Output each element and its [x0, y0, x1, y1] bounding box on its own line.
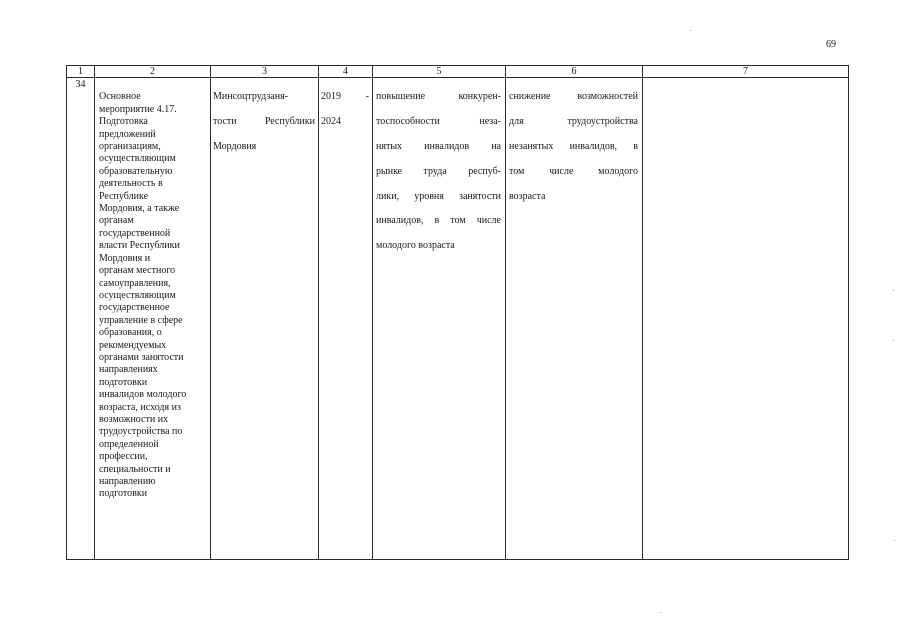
column-number-1: 1: [67, 66, 95, 78]
consequence-line: незанятых инвалидов, в: [509, 141, 638, 153]
row-number: 34: [67, 78, 95, 560]
measure-name-line: Подготовка: [99, 116, 148, 128]
scan-speck: [690, 30, 691, 31]
page-number: 69: [826, 39, 836, 50]
measure-name-line: инвалидов молодого: [99, 389, 187, 401]
consequence-line: для трудоустройства: [509, 116, 638, 128]
period-line: 2019 -: [321, 91, 369, 103]
measure-name-line: подготовки: [99, 488, 148, 500]
measure-name-line: деятельность в: [99, 178, 163, 190]
scan-speck: [894, 540, 895, 541]
column-number-5: 5: [373, 66, 506, 78]
program-table: [66, 65, 849, 560]
measure-name-line: направлениях: [99, 364, 158, 376]
measure-name-line: возможности их: [99, 413, 169, 425]
measure-name-line: самоуправления,: [99, 277, 171, 289]
consequence-line: том числе молодого: [509, 165, 638, 177]
period-cell: [319, 78, 373, 560]
column-number-3: 3: [211, 66, 319, 78]
result-line: повышение конкурен-: [376, 91, 501, 103]
period-line: 2024: [321, 116, 341, 128]
measure-name-line: Мордовия, а также: [99, 203, 180, 215]
measure-name-line: органам: [99, 215, 134, 227]
expected-result-cell: [373, 78, 506, 560]
column-number-row: [67, 66, 849, 78]
scan-speck: [893, 290, 894, 291]
measure-name-line: осуществляющим: [99, 153, 176, 165]
executor-line: тости Республики: [213, 116, 315, 128]
measure-name-line: организациям,: [99, 141, 161, 153]
measure-name-line: образовательную: [99, 165, 173, 177]
executor-line: Минсоцтрудзаня-: [213, 91, 288, 103]
measure-name-line: образования, о: [99, 327, 162, 339]
column-number-7: 7: [643, 66, 849, 78]
result-line: лики, уровня занятости: [376, 190, 501, 202]
measure-name-cell: [95, 78, 211, 560]
measure-name-line: трудоустройства по: [99, 426, 183, 438]
executor-cell: [211, 78, 319, 560]
column-number-4: 4: [319, 66, 373, 78]
measure-name-line: определенной: [99, 438, 159, 450]
consequence-line: снижение возможностей: [509, 91, 638, 103]
measure-name-line: власти Республики: [99, 240, 180, 252]
column-7-cell: [643, 78, 849, 560]
consequence-cell: [506, 78, 643, 560]
measure-name-line: осуществляющим: [99, 289, 176, 301]
consequence-line: возраста: [509, 190, 546, 202]
measure-name-line: государственное: [99, 302, 170, 314]
column-number-6: 6: [506, 66, 643, 78]
executor-line: Мордовия: [213, 141, 257, 153]
measure-name-line: Мордовия и: [99, 252, 151, 264]
measure-name-line: мероприятие 4.17.: [99, 103, 177, 115]
result-line: инвалидов, в том числе: [376, 215, 501, 227]
measure-name-line: органам местного: [99, 265, 176, 277]
measure-name-line: рекомендуемых: [99, 339, 167, 351]
measure-name-line: органами занятости: [99, 351, 184, 363]
measure-name-line: направлению: [99, 476, 156, 487]
result-line: нятых инвалидов на: [376, 141, 501, 153]
measure-name-text: [99, 91, 207, 500]
scan-speck: [660, 612, 661, 613]
table-row: [67, 78, 849, 560]
measure-name-line: Основное: [99, 91, 141, 103]
column-number-2: 2: [95, 66, 211, 78]
result-line: молодого возраста: [376, 240, 455, 252]
measure-name-line: государственной: [99, 227, 171, 239]
measure-name-line: Республике: [99, 190, 149, 202]
result-line: рынке труда респуб-: [376, 165, 501, 177]
result-line: тоспособности неза-: [376, 116, 501, 128]
measure-name-line: подготовки: [99, 376, 148, 388]
measure-name-line: предложений: [99, 128, 156, 140]
measure-name-line: специальности и: [99, 463, 171, 475]
measure-name-line: профессии,: [99, 451, 148, 463]
measure-name-line: возраста, исходя из: [99, 401, 181, 413]
scan-speck: [893, 340, 894, 341]
measure-name-line: управление в сфере: [99, 314, 183, 326]
